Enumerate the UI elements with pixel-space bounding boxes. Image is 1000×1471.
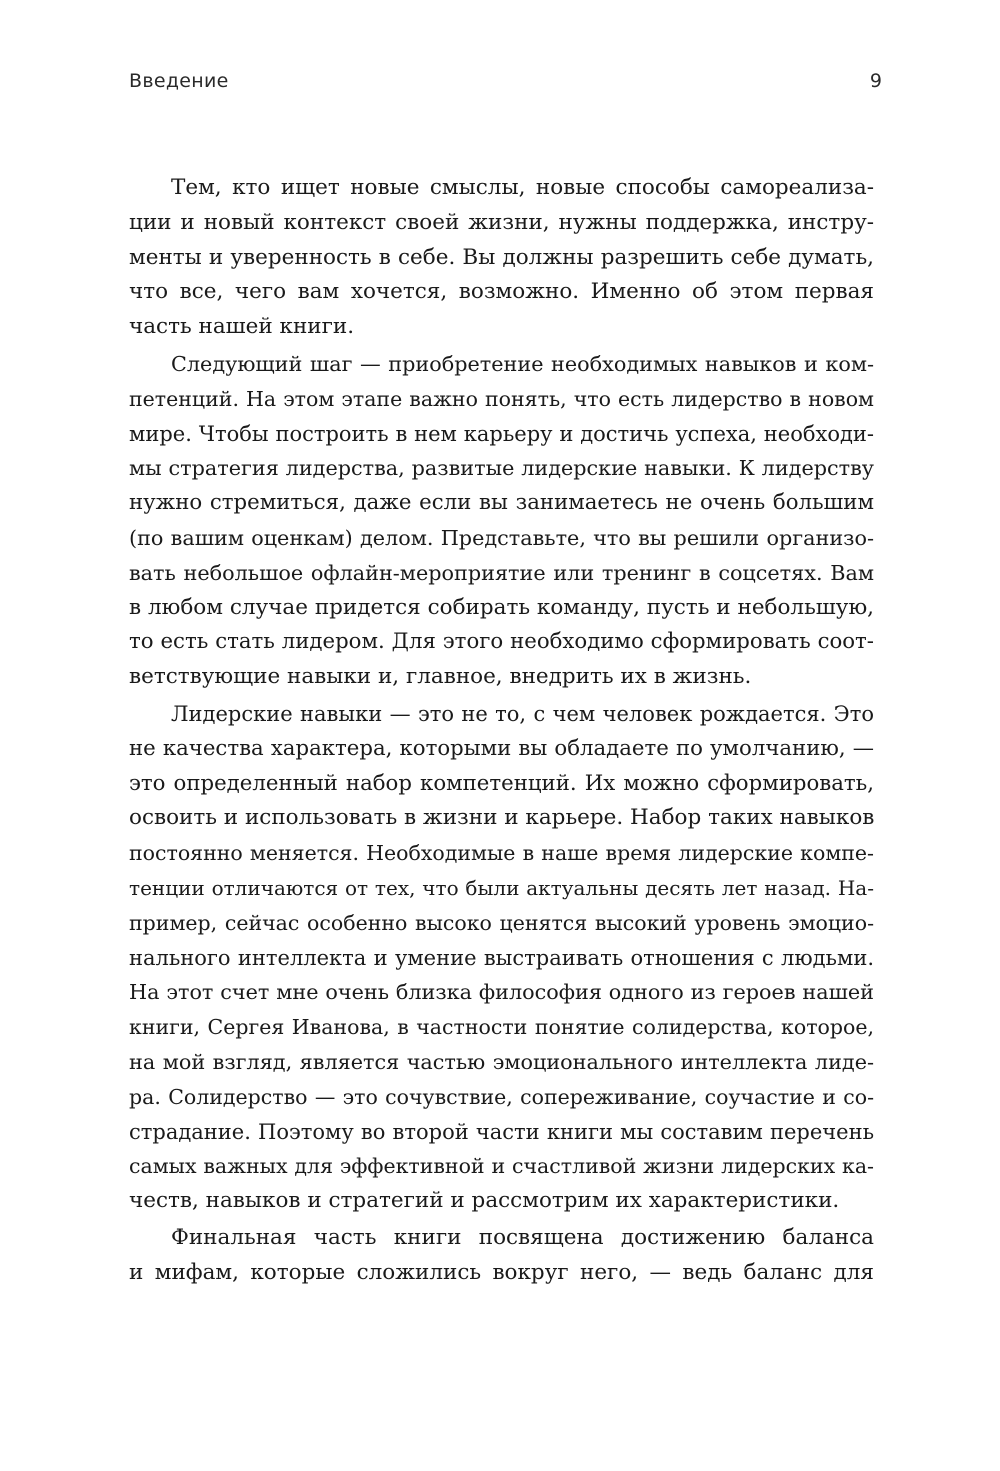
text-line: то есть стать лидером. Для этого необходимо сформировать соот- [129, 629, 874, 655]
text-line: самых важных для эффективной и счастливой жизни лидерских ка- [129, 1154, 874, 1179]
text-line: Следующий шаг — приобретение необходимых навыков и ком- [171, 351, 874, 376]
text-line: ветствующие навыки и, главное, внедрить их в жизнь. [129, 664, 752, 690]
body-text [129, 171, 874, 1291]
text-line: честв, навыков и стратегий и рассмотрим их характеристики. [129, 1188, 840, 1214]
text-line: не качества характера, которыми вы обладаете по умолчанию, — [129, 735, 874, 761]
text-line: Лидерские навыки — это не то, с чем человек рождается. Это [171, 701, 874, 726]
text-line: в любом случае придется собирать команду, пусть и небольшую, [129, 594, 874, 620]
text-line: что все, чего вам хочется, возможно. Именно об этом первая [129, 279, 874, 305]
text-line: страдание. Поэтому во второй части книги мы составим перечень [129, 1119, 874, 1144]
text-line: на мой взгляд, является частью эмоционального интеллекта лиде- [129, 1049, 874, 1074]
text-line: Тем, кто ищет новые смыслы, новые способы самореализа- [171, 175, 874, 200]
text-line: постоянно меняется. Необходимые в наше время лидерские компе- [129, 841, 874, 866]
text-line: вать небольшое офлайн-мероприятие или тренинг в соцсетях. Вам [129, 560, 874, 585]
text-line: пример, сейчас особенно высоко ценятся высокий уровень эмоцио- [129, 910, 874, 935]
text-line: нального интеллекта и умение выстраивать отношения с людьми. [129, 945, 874, 970]
text-line: тенции отличаются от тех, что были актуальны десять лет назад. На- [129, 875, 874, 900]
text-line: ции и новый контекст своей жизни, нужны поддержка, инстру- [129, 209, 874, 235]
text-line: менты и уверенность в себе. Вы должны разрешить себе думать, [129, 244, 874, 270]
text-line: петенций. На этом этапе важно понять, что есть лидерство в новом [129, 386, 874, 411]
section-title: Введение [129, 70, 229, 92]
running-header [129, 70, 882, 100]
text-line: и мифам, которые сложились вокруг него, — ведь баланс для [129, 1259, 874, 1285]
page-number: 9 [869, 70, 882, 92]
text-line: мире. Чтобы построить в нем карьеру и достичь успеха, необходи- [129, 421, 874, 446]
text-line: мы стратегия лидерства, развитые лидерские навыки. К лидерству [129, 456, 874, 481]
text-line: (по вашим оценкам) делом. Представьте, что вы решили организо- [129, 525, 874, 550]
text-line: Финальная часть книги посвящена достижению баланса [171, 1224, 874, 1250]
text-line: ра. Солидерство — это сочувствие, сопереживание, соучастие и со- [129, 1084, 874, 1109]
text-line: На этот счет мне очень близка философия одного из героев нашей [129, 980, 874, 1005]
text-line: освоить и использовать в жизни и карьере. Набор таких навыков [129, 805, 875, 831]
text-line: это определенный набор компетенций. Их можно сформировать, [129, 770, 874, 796]
text-line: книги, Сергея Иванова, в частности понятие солидерства, которое, [129, 1015, 874, 1040]
text-line: часть нашей книги. [129, 314, 355, 340]
text-line: нужно стремиться, даже если вы занимаетесь не очень большим [129, 490, 874, 516]
